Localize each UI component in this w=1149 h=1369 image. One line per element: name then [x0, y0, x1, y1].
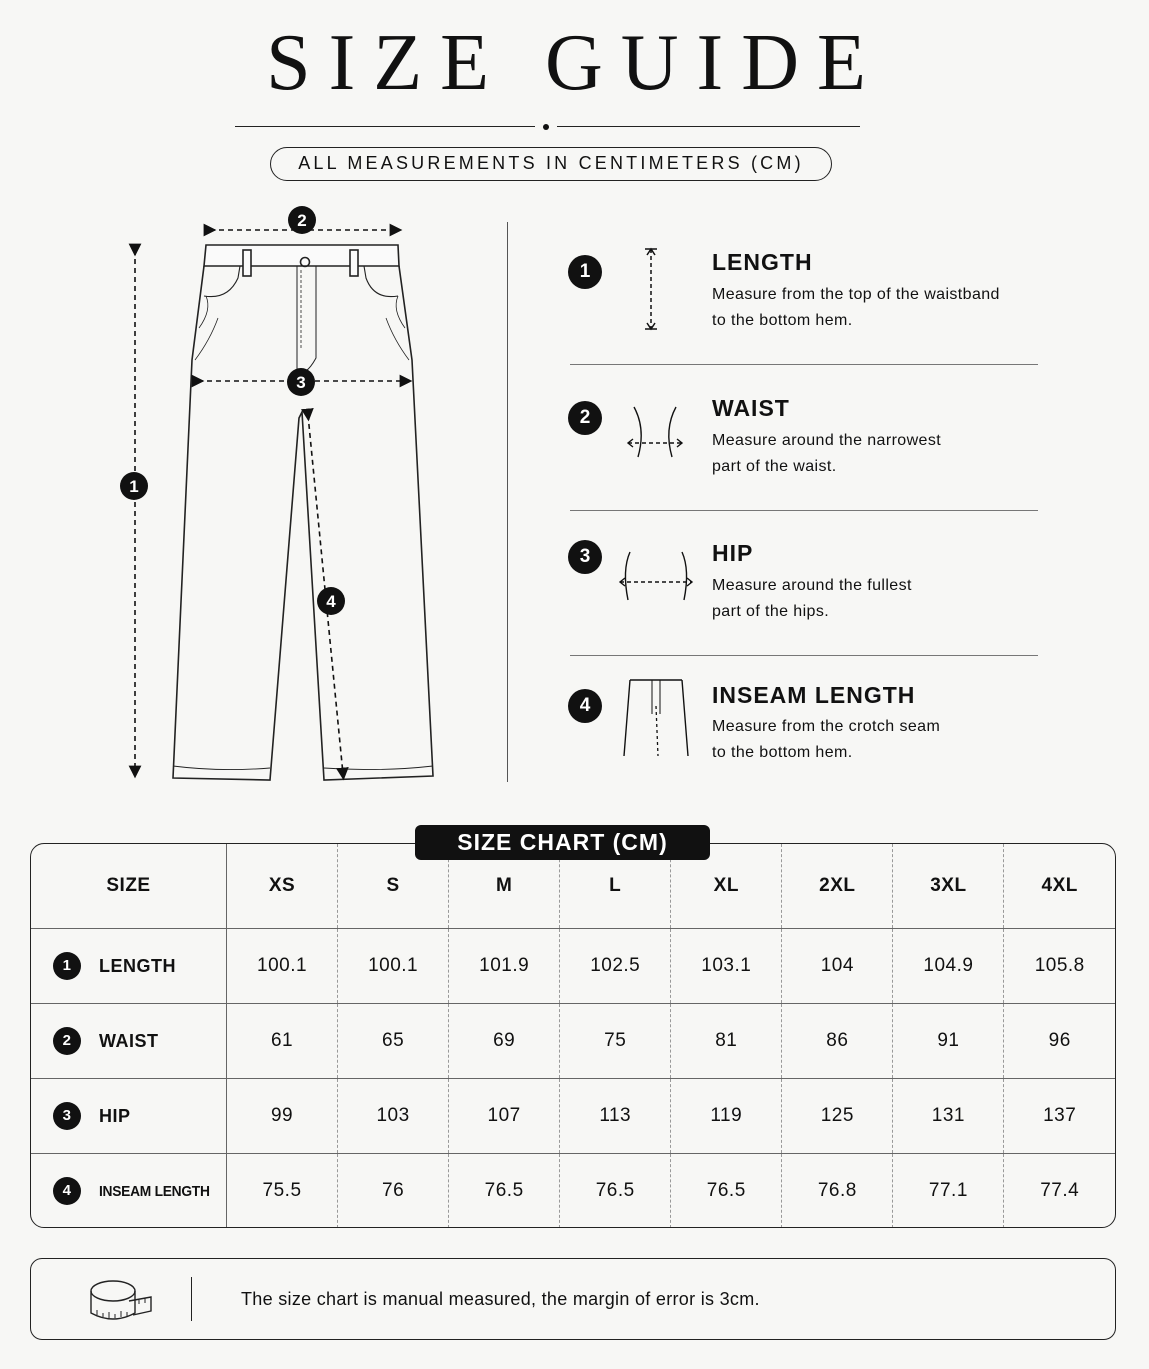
- size-column-header: S: [338, 844, 449, 929]
- measurement-divider: [570, 510, 1038, 511]
- table-cell: 100.1: [338, 929, 449, 1004]
- measurement-title: WAIST: [712, 395, 790, 421]
- table-cell: 91: [893, 1004, 1004, 1079]
- table-cell: 76.5: [560, 1154, 671, 1229]
- size-column-header: 2XL: [782, 844, 893, 929]
- marker-2: 2: [297, 211, 307, 230]
- page-title: SIZE GUIDE: [266, 19, 884, 107]
- table-cell: 103.1: [671, 929, 782, 1004]
- size-chart-title: SIZE CHART (CM): [415, 825, 710, 860]
- measurement-divider: [570, 364, 1038, 365]
- measurement-title: HIP: [712, 540, 754, 566]
- measurement-desc-line: part of the waist.: [712, 458, 837, 475]
- table-cell: 96: [1004, 1004, 1115, 1079]
- table-cell: 65: [338, 1004, 449, 1079]
- measurement-desc-line: to the bottom hem.: [712, 744, 853, 761]
- row-label: HIP: [99, 1105, 131, 1126]
- table-cell: 100.1: [227, 929, 338, 1004]
- measurement-number: 3: [568, 540, 602, 574]
- table-cell: 113: [560, 1079, 671, 1154]
- measurement-divider: [570, 655, 1038, 656]
- section-divider: [507, 222, 508, 782]
- table-cell: 76: [338, 1154, 449, 1229]
- size-column-header: 4XL: [1004, 844, 1115, 929]
- table-row: [31, 1004, 1115, 1079]
- row-label: INSEAM LENGTH: [99, 1182, 210, 1200]
- row-number-badge: 2: [53, 1027, 81, 1055]
- measurement-note: [30, 1258, 1116, 1340]
- table-cell: 125: [782, 1079, 893, 1154]
- table-cell: 131: [893, 1079, 1004, 1154]
- size-table: [31, 844, 1115, 1228]
- measurement-desc-line: Measure from the crotch seam: [712, 718, 941, 735]
- row-number-badge: 3: [53, 1102, 81, 1130]
- row-header: [31, 1079, 227, 1154]
- table-cell: 75: [560, 1004, 671, 1079]
- units-note: ALL MEASUREMENTS IN CENTIMETERS (CM): [270, 147, 832, 181]
- measurement-title: INSEAM LENGTH: [712, 682, 916, 708]
- table-cell: 86: [782, 1004, 893, 1079]
- table-cell: 61: [227, 1004, 338, 1079]
- row-header: [31, 929, 227, 1004]
- measurement-number: 2: [568, 401, 602, 435]
- table-cell: 75.5: [227, 1154, 338, 1229]
- table-cell: 104.9: [893, 929, 1004, 1004]
- size-column-header: XL: [671, 844, 782, 929]
- table-cell: 76.5: [671, 1154, 782, 1229]
- row-header: [31, 1004, 227, 1079]
- table-cell: 101.9: [449, 929, 560, 1004]
- table-row: [31, 929, 1115, 1004]
- marker-1: 1: [129, 477, 139, 496]
- size-column-header: L: [560, 844, 671, 929]
- table-cell: 76.8: [782, 1154, 893, 1229]
- table-cell: 103: [338, 1079, 449, 1154]
- table-cell: 81: [671, 1004, 782, 1079]
- row-number-badge: 4: [53, 1177, 81, 1205]
- row-label: LENGTH: [99, 955, 176, 976]
- table-cell: 105.8: [1004, 929, 1115, 1004]
- measuring-tape-icon: [89, 1275, 153, 1325]
- title-divider-left: [235, 126, 535, 127]
- measurement-desc-line: Measure from the top of the waistband: [712, 286, 1000, 303]
- waist-icon: [616, 403, 696, 463]
- row-number-badge: 1: [53, 952, 81, 980]
- inseam-icon: [616, 674, 696, 760]
- measurement-desc-line: part of the hips.: [712, 603, 830, 620]
- table-cell: 77.1: [893, 1154, 1004, 1229]
- row-header: [31, 1154, 227, 1229]
- title-divider-right: [557, 126, 860, 127]
- measurement-inseam: [568, 676, 1038, 816]
- row-label: WAIST: [99, 1030, 159, 1051]
- table-row: [31, 1154, 1115, 1229]
- measurement-desc: [712, 714, 1042, 766]
- marker-3: 3: [296, 373, 306, 392]
- table-cell: 119: [671, 1079, 782, 1154]
- table-cell: 137: [1004, 1079, 1115, 1154]
- size-corner-label: SIZE: [31, 844, 227, 929]
- size-column-header: M: [449, 844, 560, 929]
- measurement-number: 4: [568, 689, 602, 723]
- measurement-desc: [712, 573, 1042, 625]
- table-cell: 102.5: [560, 929, 671, 1004]
- measurement-desc: [712, 282, 1042, 334]
- marker-4: 4: [326, 592, 336, 611]
- measurement-desc-line: Measure around the narrowest: [712, 432, 942, 449]
- note-text: The size chart is manual measured, the margin of error is 3cm.: [241, 1289, 760, 1309]
- title-divider-dot: [543, 124, 549, 130]
- pants-diagram: [100, 200, 460, 800]
- measurement-number: 1: [568, 255, 602, 289]
- size-chart: [30, 843, 1116, 1228]
- length-arrow-icon: [616, 245, 686, 335]
- hip-icon: [616, 546, 696, 606]
- table-cell: 104: [782, 929, 893, 1004]
- table-cell: 69: [449, 1004, 560, 1079]
- table-cell: 99: [227, 1079, 338, 1154]
- measurement-desc-line: to the bottom hem.: [712, 312, 853, 329]
- measurement-desc: [712, 428, 1042, 480]
- size-column-header: XS: [227, 844, 338, 929]
- table-row: [31, 1079, 1115, 1154]
- table-cell: 76.5: [449, 1154, 560, 1229]
- size-column-header: 3XL: [893, 844, 1004, 929]
- measurement-desc-line: Measure around the fullest: [712, 577, 912, 594]
- table-cell: 77.4: [1004, 1154, 1115, 1229]
- table-cell: 107: [449, 1079, 560, 1154]
- measurement-title: LENGTH: [712, 249, 813, 275]
- note-divider: [191, 1277, 192, 1321]
